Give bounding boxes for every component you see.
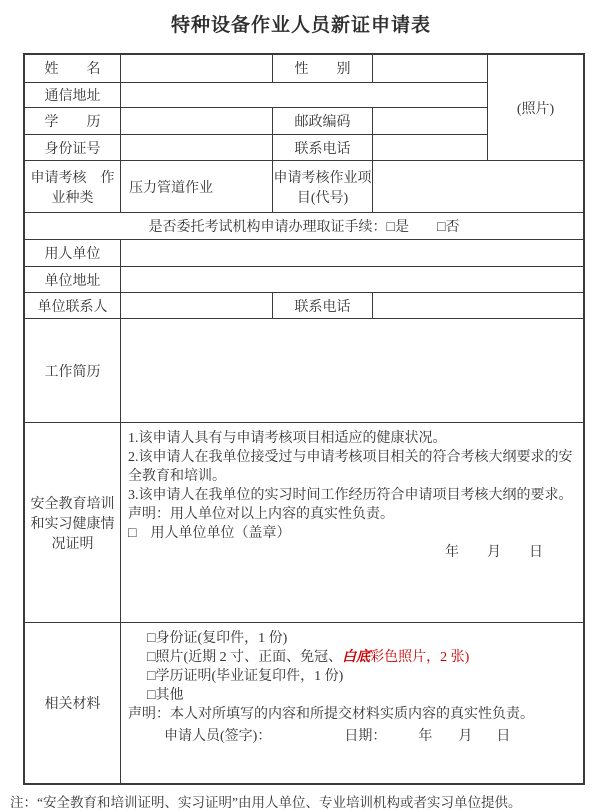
related-materials-label: 相关材料 [25,623,121,783]
row-entrust [25,213,583,240]
application-form-table [23,53,585,785]
employer-contact-phone-value-cell [373,293,583,318]
work-resume-label: 工作简历 [25,319,121,422]
row-work-resume [25,319,583,423]
row-employer-contact [25,293,583,319]
date-label: 日期： [344,729,387,744]
safety-education-content [121,423,583,622]
postal-code-value-cell [373,108,487,134]
photo-placeholder: (照片) [487,55,583,160]
safety-item-3: 3.该申请人在我单位的实习时间工作经历符合申请项目考核大纲的要求。 [128,488,573,503]
related-materials-content [121,623,583,783]
education-value-cell [121,108,273,134]
material-item-id-card: □身份证(复印件，1 份) [147,631,288,646]
row-address [25,83,487,109]
row-safety-education [25,423,583,623]
work-resume-value-cell [121,319,583,422]
row-employer-address [25,267,583,293]
row-exam-type [25,161,583,213]
phone-label: 联系电话 [273,135,373,160]
exam-type-label: 申请考核 作业种类 [25,161,121,212]
id-number-value-cell [121,135,273,160]
entrust-checkbox-line: 是否委托考试机构申请办理取证手续：□是 □否 [148,220,460,235]
name-label: 姓 名 [25,55,121,82]
employer-address-label: 单位地址 [25,267,121,292]
row-name-gender [25,55,487,83]
employer-value-cell [121,240,583,266]
material-photo-black-text: □照片(近期 2 寸、正面、免冠、 [147,650,343,665]
exam-project-label: 申请考核作业项目(代号) [273,161,373,212]
employer-label: 用人单位 [25,240,121,266]
materials-statement: 声明：本人对所填写的内容和所提交材料实质内容的真实性负责。 [128,707,534,722]
material-item-photo [128,648,575,667]
safety-statement: 声明：用人单位对以上内容的真实性负责。 [128,507,394,522]
signature-row [128,727,575,746]
page-title: 特种设备作业人员新证申请表 [170,15,431,36]
gender-label: 性 别 [273,55,373,82]
gender-value-cell [373,55,487,82]
year-label: 年 [418,729,433,744]
personal-info-section [25,55,583,161]
material-item-other: □其他 [147,688,184,703]
row-related-materials [25,623,583,783]
employer-contact-label: 单位联系人 [25,293,121,318]
employer-seal-checkbox-line: □ 用人单位单位（盖章） [128,526,291,541]
exam-type-value: 压力管道作业 [121,161,273,212]
row-education-postal [25,108,487,135]
name-value-cell [121,55,273,82]
row-employer [25,240,583,267]
row-id-phone [25,135,487,160]
postal-code-label: 邮政编码 [273,108,373,134]
material-item-education-cert: □学历证明(毕业证复印件，1 份) [147,669,344,684]
material-photo-red-bold-text: 白底 [342,650,371,665]
day-label: 日 [496,729,511,744]
applicant-signature-label: 申请人员(签字)： [164,729,272,744]
address-value-cell [121,83,487,108]
safety-date-line: 年 月 日 [445,545,543,560]
employer-address-value-cell [121,267,583,292]
exam-project-value-cell [373,161,583,212]
personal-info-grid [25,55,487,160]
id-number-label: 身份证号 [25,135,121,160]
education-label: 学 历 [25,108,121,134]
material-photo-red-text: 彩色照片，2 张) [370,650,470,665]
safety-item-1: 1.该申请人具有与申请考核项目相适应的健康状况。 [128,431,447,446]
employer-contact-phone-label: 联系电话 [273,293,373,318]
employer-contact-value-cell [121,293,273,318]
safety-education-label: 安全教育培训和实习健康情况证明 [25,423,121,622]
phone-value-cell [373,135,487,160]
safety-item-2: 2.该申请人在我单位接受过与申请考核项目相关的符合考核大纲要求的安全教育和培训。 [128,450,573,484]
month-label: 月 [458,729,473,744]
footnote: 注：“安全教育和培训证明、实习证明”由用人单位、专业培训机构或者实习单位提供。 [10,795,522,810]
address-label: 通信地址 [25,83,121,108]
